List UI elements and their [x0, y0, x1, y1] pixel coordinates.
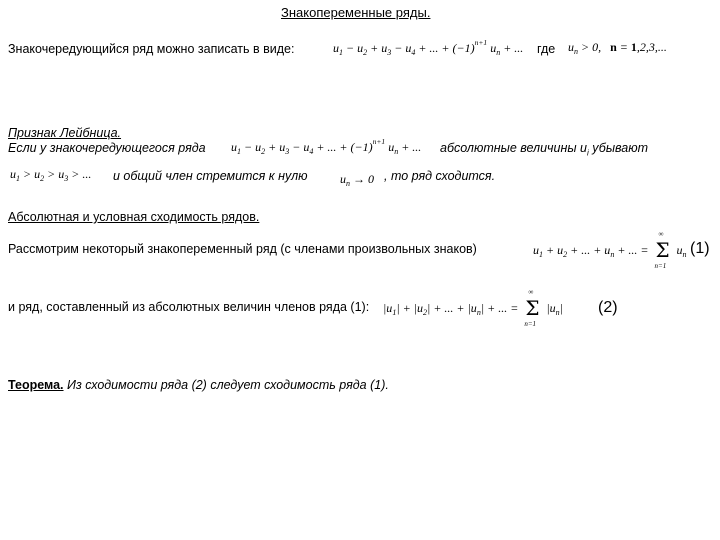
alternating-series-intro: Знакочередующийся ряд можно записать в виде: — [8, 42, 295, 56]
abs-conv-heading: Абсолютная и условная сходимость рядов. — [8, 210, 260, 224]
arbitrary-series-intro: Рассмотрим некоторый знакопеременный ряд (с членами произвольных знаков) — [8, 242, 477, 256]
theorem-text: Из сходимости ряда (2) следует сходимость ряда (1). — [67, 378, 389, 392]
limit-condition: $u_n \to 0$ — [340, 172, 374, 188]
leibniz-decrease: убывают — [592, 141, 649, 155]
leibniz-line2-end: , то ряд сходится. — [384, 169, 496, 183]
leibniz-line1-start: Если у знакочередующегося ряда — [8, 141, 206, 155]
leibniz-index: i — [587, 148, 589, 158]
decreasing-condition: $u_1 > u_2 > u_3$ > ... — [10, 167, 92, 183]
arbitrary-series-formula: $u_1 + u_2$ + ... + $u_n$ + ... = ∞ Σ n=1 $u_n$ — [533, 230, 687, 270]
alternating-series-formula: $u_1 - u_2 + u_3 - u_4$ + ... + $(-1)^{n+1}$ $u_n$ + ... — [333, 38, 524, 57]
theorem-label: Теорема. — [8, 378, 64, 392]
equation-number-2: (2) — [598, 299, 618, 316]
sum-symbol-1: ∞ Σ n=1 — [654, 230, 670, 270]
abs-series-formula: $|u_1| + |u_2|$ + ... + $|u_n|$ + ... = ∞ Σ n=1 $|u_n|$ — [383, 288, 563, 328]
theorem-line — [8, 378, 389, 392]
where-label: где — [537, 42, 556, 56]
leibniz-heading: Признак Лейбница. — [8, 126, 122, 140]
abs-series-intro: и ряд, составленный из абсолютных величин членов ряда (1): — [8, 300, 370, 314]
leibniz-series-formula: $u_1 - u_2 + u_3 - u_4$ + ... + $(-1)^{n+1}$ $u_n$ + ... — [231, 137, 422, 156]
page-title: Знакопеременные ряды. — [281, 5, 431, 20]
positivity-condition: $u_n > 0$, n = 1,2,3,... — [568, 40, 667, 56]
sum-symbol-2: ∞ Σ n=1 — [524, 288, 540, 328]
leibniz-line2-mid: и общий член стремится к нулю — [113, 169, 308, 183]
leibniz-abs-values: абсолютные величины u — [440, 141, 587, 155]
leibniz-line1-end — [440, 141, 648, 158]
equation-number-1: (1) — [690, 240, 710, 257]
